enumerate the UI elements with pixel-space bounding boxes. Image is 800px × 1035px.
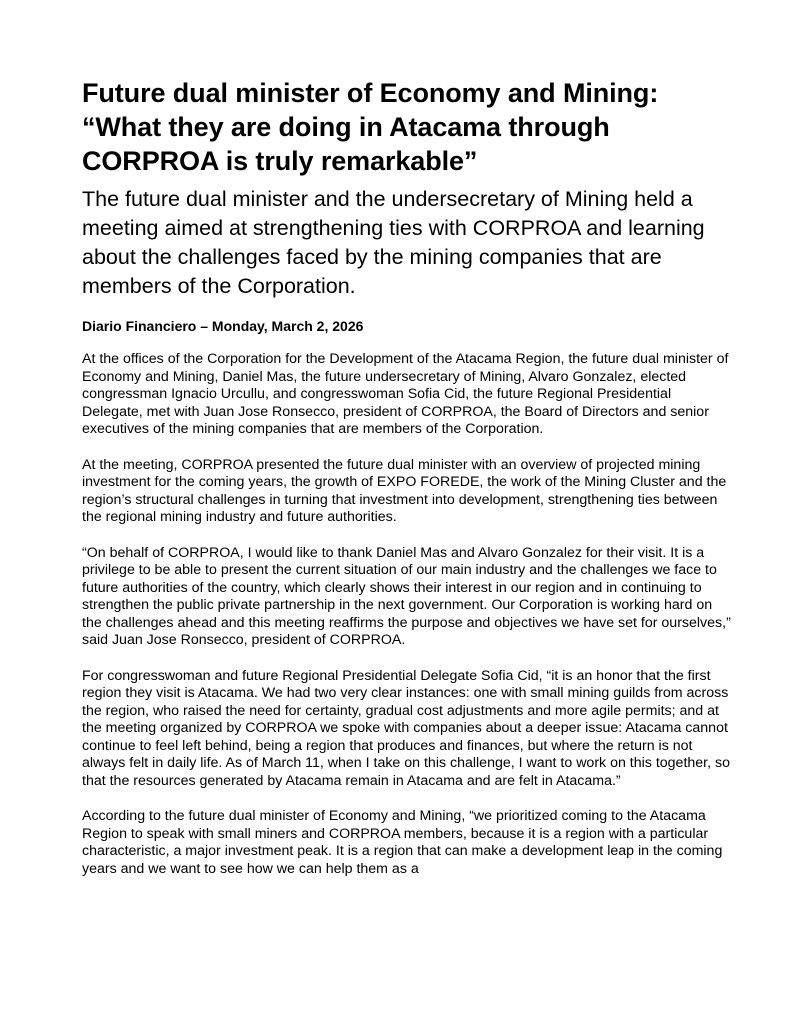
body-paragraph: “On behalf of CORPROA, I would like to thank Daniel Mas and Alvaro Gonzalez for their visit. It is a privilege to be able to present the current situation of our main industry and the challenges we face to future authorities of the country, which clearly shows their interest in our region and in continuing to strengthen the public private partnership in the next government. Our Corporation is working hard on the challenges ahead and this meeting reaffirms the purpose and objectives we have set for ourselves,” said Juan Jose Ronsecco, president of CORPROA. — [82, 544, 731, 648]
body-paragraph: At the offices of the Corporation for the Development of the Atacama Region, the future dual minister of Economy and Mining, Daniel Mas, the future undersecretary of Mining, Alvaro Gonzalez, elected congressman Ignacio Urcullu, and congresswoman Sofia Cid, the future Regional Presidential Delegate, met with Juan Jose Ronsecco, president of CORPROA, the Board of Directors and senior executives of the mining companies that are members of the Corporation. — [82, 351, 729, 437]
article-title: Future dual minister of Economy and Mining: “What they are doing in Atacama through CORPROA is truly remarkable” — [82, 78, 659, 176]
body-paragraph: For congresswoman and future Regional Presidential Delegate Sofia Cid, “it is an honor that the first region they visit is Atacama. We had two very clear instances: one with small mining guilds from across the region, who raised the need for certainty, gradual cost adjustments and more agile permits; and at the meeting organized by CORPROA we spoke with companies about a deeper issue: Atacama cannot continue to feel left behind, being a region that produces and finances, but where the return is not always felt in daily life. As of March 11, when I take on this challenge, I want to work on this together, so that the resources generated by Atacama remain in Atacama and are felt in Atacama.” — [82, 667, 730, 789]
body-paragraph: According to the future dual minister of Economy and Mining, “we prioritized coming to the Atacama Region to speak with small miners and CORPROA members, because it is a region with a particular characteristic, a major investment peak. It is a region that can make a development leap in the coming years and we want to see how we can help them as a — [82, 808, 723, 877]
article-byline: Diario Financiero – Monday, March 2, 2026 — [82, 318, 364, 334]
article-subtitle: The future dual minister and the undersecretary of Mining held a meeting aimed at strengthening ties with CORPROA and learning about the challenges faced by the mining companies that are members of the Corporation. — [82, 187, 705, 298]
article-body — [82, 351, 732, 896]
body-paragraph: At the meeting, CORPROA presented the future dual minister with an overview of projected mining investment for the coming years, the growth of EXPO FOREDE, the work of the Mining Cluster and the region’s structural challenges in turning that investment into development, strengthening ties between the regional mining industry and future authorities. — [82, 456, 727, 525]
